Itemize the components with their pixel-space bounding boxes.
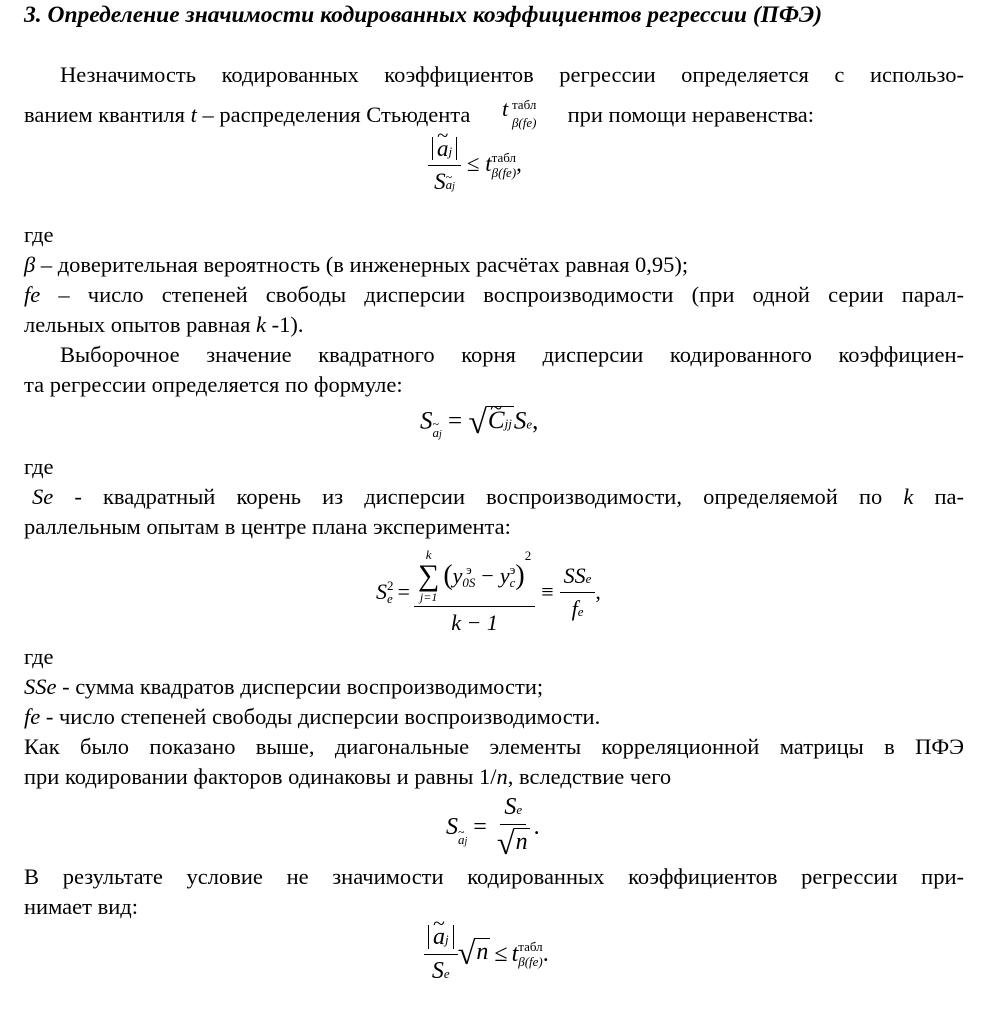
summation xyxy=(418,548,439,603)
text-fragment: , вследствие чего xyxy=(507,764,672,789)
text-fragment: - число степеней свободы дисперсии воспроизводимости. xyxy=(40,704,601,729)
sub-a-j xyxy=(433,425,442,440)
se-definition-line-2: раллельным опытам в центре плана эксперимента: xyxy=(24,514,511,539)
fraction xyxy=(493,794,534,860)
y-symbol: y xyxy=(452,562,463,588)
sub-a-j xyxy=(446,177,455,192)
sqrt xyxy=(497,828,530,860)
sub-j: j xyxy=(464,836,468,848)
sse-definition xyxy=(24,672,964,702)
paragraph-2-line-1: Выборочное значение квадратного корня дисперсии кодированного коэффициен- xyxy=(60,342,964,367)
fraction xyxy=(428,136,461,195)
sub-0s: 0S xyxy=(462,574,476,590)
text-fragment: - сумма квадратов дисперсии воспроизводимости; xyxy=(56,674,544,699)
t-symbol: t xyxy=(501,96,509,121)
sub-j: j xyxy=(439,428,442,440)
S-scripts xyxy=(387,579,394,605)
sub-a-j xyxy=(458,832,467,848)
period: . xyxy=(533,813,540,840)
text-fragment: – распределения Стьюдента xyxy=(202,102,471,127)
paren-left: ( xyxy=(443,559,453,591)
denominator xyxy=(430,166,459,195)
y-scripts xyxy=(462,563,475,589)
sqrt xyxy=(457,936,491,973)
t-symbol: t xyxy=(190,102,197,127)
fe-definition-2 xyxy=(24,702,964,732)
equals-sign: = xyxy=(473,813,487,840)
radicand xyxy=(474,938,490,970)
denominator xyxy=(493,825,534,860)
paragraph-4-line-2: нимает вид: xyxy=(24,894,138,919)
beta-symbol: β xyxy=(24,252,36,277)
formula-inequality-1 xyxy=(428,136,522,195)
comma: , xyxy=(516,150,522,176)
a-tilde: ~ a xyxy=(446,177,453,193)
sup-2: 2 xyxy=(387,578,394,593)
k-minus-1: k − 1 xyxy=(451,610,498,635)
k-symbol: k xyxy=(256,312,267,337)
gde-2: где xyxy=(24,454,54,479)
fe-definition-line-2 xyxy=(24,310,964,340)
radical-icon: √ xyxy=(496,826,515,862)
tabl-sup: табл xyxy=(511,97,537,112)
minus-sign: − xyxy=(481,562,494,588)
S-symbol: S xyxy=(513,407,527,435)
sum-lower-limit: j=1 xyxy=(419,590,438,604)
equiv-sign: ≡ xyxy=(541,579,554,604)
paragraph-3-line-2 xyxy=(24,762,964,792)
SSe-symbol: SSe xyxy=(24,674,57,699)
beta-fe-sub: β(fe) xyxy=(491,164,517,180)
denominator xyxy=(568,593,588,622)
text-fragment: – доверительная вероятность (в инженерных расчётах равная 0,95); xyxy=(35,252,689,277)
paragraph-4-line-1: В результате условие не значимости кодированных коэффициентов регрессии при- xyxy=(24,864,964,889)
tabl-sup: табл xyxy=(518,939,543,955)
se-definition-line-1 xyxy=(24,482,964,512)
text-fragment: - квадратный корень из дисперсии воспроизводимости, определяемой по xyxy=(53,484,883,509)
a-tilde: ~ a xyxy=(458,832,465,848)
fraction xyxy=(414,548,535,636)
fraction xyxy=(560,563,596,622)
abs-value xyxy=(428,925,454,949)
S-symbol: S xyxy=(431,958,444,984)
comma: , xyxy=(532,407,539,435)
sub-j: j xyxy=(448,144,453,159)
numerator xyxy=(500,794,526,825)
period: . xyxy=(542,941,549,967)
f-symbol: f xyxy=(571,595,578,621)
formula-se-squared xyxy=(376,548,601,636)
SS-symbol: SS xyxy=(563,562,586,588)
leq-sign: ≤ xyxy=(466,150,480,176)
fe-symbol: fe xyxy=(24,282,41,307)
fe-symbol: fe xyxy=(24,704,41,729)
S-symbol: S xyxy=(504,794,517,820)
beta-definition xyxy=(24,250,964,280)
y-symbol: y xyxy=(499,562,510,588)
denominator xyxy=(447,607,502,636)
n-symbol: n xyxy=(515,829,528,855)
sigma-icon: ∑ xyxy=(417,559,440,592)
sup-2: 2 xyxy=(524,548,532,563)
abs-value xyxy=(432,137,457,160)
numerator xyxy=(414,548,535,607)
sub-c: c xyxy=(509,574,516,590)
radical-icon: √ xyxy=(468,404,487,441)
n-symbol: n xyxy=(476,939,489,966)
t-symbol: t xyxy=(485,150,492,176)
a-tilde: ~ a xyxy=(437,137,449,160)
sum-upper-limit: k xyxy=(425,547,432,562)
a-tilde: ~ a xyxy=(433,425,440,441)
sub-e: e xyxy=(585,570,592,586)
text-fragment: лельных опытов равная xyxy=(24,312,251,337)
beta-fe-sub: β(fe) xyxy=(511,115,537,130)
text-fragment: па- xyxy=(934,484,965,509)
fe-definition-line-1 xyxy=(24,280,964,310)
paragraph-2-line-2: та регрессии определяется по формуле: xyxy=(24,372,403,397)
t-scripts xyxy=(492,151,517,180)
k-symbol: k xyxy=(903,484,914,509)
sub-j: j xyxy=(445,932,449,947)
text-fragment: при помощи неравенства: xyxy=(567,102,815,127)
denominator xyxy=(428,955,454,985)
paragraph-3-line-1: Как было показано выше, диагональные элементы корреляционной матрицы в ПФЭ xyxy=(24,734,964,759)
numerator xyxy=(560,563,596,593)
equals-sign: = xyxy=(397,579,410,604)
t-scripts xyxy=(518,940,543,969)
sub-e: e xyxy=(443,966,450,981)
paragraph-1-line-2 xyxy=(24,96,964,130)
numerator xyxy=(428,136,461,166)
paren-right: ) xyxy=(515,559,525,591)
formula-sa-over-sqrt-n xyxy=(446,794,540,860)
radical-icon: √ xyxy=(457,936,476,973)
comma: , xyxy=(595,579,601,604)
numerator xyxy=(424,924,458,955)
n-symbol: n xyxy=(496,764,508,789)
radicand xyxy=(514,828,530,860)
sub-e: e xyxy=(516,802,523,817)
S-symbol: S xyxy=(434,169,446,194)
sup-e: э xyxy=(509,561,516,577)
formula-sa-sqrt xyxy=(420,406,538,441)
leq-sign: ≤ xyxy=(494,941,508,967)
text-fragment: -1). xyxy=(271,312,304,337)
sub-jj: jj xyxy=(504,416,512,431)
tabl-sup: табл xyxy=(491,150,517,166)
beta-fe-sub: β(fe) xyxy=(518,953,543,969)
Se-symbol: Se xyxy=(32,484,54,509)
gde-3: где xyxy=(24,644,54,669)
paragraph-1-line-1: Незначимость кодированных коэффициентов регрессии определяется с использо- xyxy=(60,62,964,87)
formula-final-inequality xyxy=(424,924,549,985)
S-symbol: S xyxy=(420,407,433,435)
sup-e: э xyxy=(466,561,472,577)
t-symbol: t xyxy=(511,941,519,967)
radicand xyxy=(486,406,514,440)
gde-1: где xyxy=(24,222,54,247)
equals-sign: = xyxy=(448,407,463,435)
a-tilde: ~ a xyxy=(433,925,445,949)
sub-j: j xyxy=(452,181,455,192)
text-fragment: ванием квантиля xyxy=(24,102,185,127)
text-fragment: при кодировании факторов одинаковы и равны 1/ xyxy=(24,764,497,789)
S-symbol: S xyxy=(376,579,387,604)
S-symbol: S xyxy=(446,813,458,840)
sub-e: e xyxy=(526,416,533,432)
sub-e: e xyxy=(577,603,584,619)
text-fragment: – число степеней свободы дисперсии воспроизводимости (при одной серии парал- xyxy=(40,282,964,307)
C-tilde: ~ C xyxy=(488,407,505,435)
fraction xyxy=(424,924,458,985)
sqrt xyxy=(468,406,513,440)
section-title: 3. Определение значимости кодированных коэффициентов регрессии (ПФЭ) xyxy=(24,2,823,28)
sub-e: e xyxy=(387,591,393,606)
